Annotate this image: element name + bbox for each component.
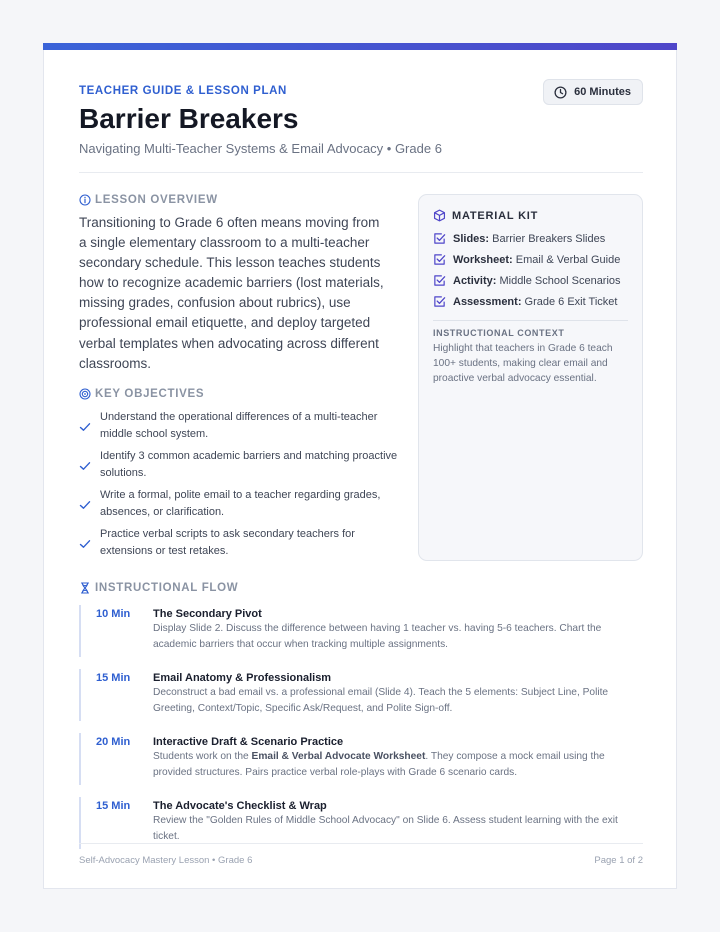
kit-item — [433, 291, 628, 312]
step-desc-text: . They compose a mock email using the provided structures. Pairs practice verbal role-plays with Grade 6 scenario cards. — [153, 751, 605, 778]
kit-item-text — [453, 233, 605, 245]
objective-item — [79, 448, 399, 482]
step-description — [153, 621, 633, 652]
key-objectives-heading — [79, 388, 399, 400]
kit-item-label: Slides: — [453, 232, 490, 245]
kit-item — [433, 270, 628, 291]
kit-item-value: Grade 6 Exit Ticket — [524, 295, 618, 308]
duration-label: 60 Minutes — [574, 86, 631, 98]
step-time: 10 Min — [96, 608, 131, 620]
kit-item-label: Assessment: — [453, 295, 522, 308]
lesson-page — [43, 43, 677, 889]
objective-text: Write a formal, polite email to a teacher regarding grades, absences, or clarification. — [100, 489, 381, 518]
target-icon — [79, 388, 91, 400]
check-icon — [79, 411, 91, 443]
page-number: Page 1 of 2 — [594, 855, 643, 866]
checkbox-checked-icon — [433, 274, 446, 287]
kit-item — [433, 249, 628, 270]
document-eyebrow: TEACHER GUIDE & LESSON PLAN — [79, 85, 287, 97]
objective-item — [79, 409, 399, 443]
objective-text: Practice verbal scripts to ask secondary teachers for extensions or test retakes. — [100, 528, 355, 557]
step-desc-text: Students work on the — [153, 751, 252, 762]
kit-item-text — [453, 296, 617, 308]
footer-lesson-name: Self-Advocacy Mastery Lesson • Grade 6 — [79, 855, 253, 866]
kit-item-value: Barrier Breakers Slides — [492, 232, 606, 245]
objective-item — [79, 526, 399, 560]
page-title: Barrier Breakers — [79, 103, 299, 134]
flow-step — [79, 669, 643, 721]
flow-step — [79, 605, 643, 657]
objective-text: Identify 3 common academic barriers and matching proactive solutions. — [100, 450, 398, 479]
step-title: The Secondary Pivot — [153, 608, 262, 620]
lesson-overview-text: Transitioning to Grade 6 often means moving from a single elementary classroom to a multi-teacher secondary schedule. This lesson teaches students how to recognize academic barriers (lost materials, missing grades, confusion about rubrics), use professional email etiquette, and deploy targeted verbal templates when advocating across different classrooms. — [79, 215, 384, 371]
flow-steps — [79, 605, 643, 849]
kit-item-value: Middle School Scenarios — [499, 274, 621, 287]
step-time: 15 Min — [96, 800, 131, 812]
objective-text: Understand the operational differences of a multi-teacher middle school system. — [100, 411, 378, 440]
box-icon — [433, 209, 446, 222]
flow-step — [79, 733, 643, 785]
step-body — [153, 797, 633, 849]
checkbox-checked-icon — [433, 295, 446, 308]
kit-item-label: Activity: — [453, 274, 497, 287]
page-subtitle: Navigating Multi-Teacher Systems & Email Advocacy • Grade 6 — [79, 141, 442, 156]
lesson-overview-label: LESSON OVERVIEW — [95, 194, 218, 206]
instructional-flow-section — [79, 582, 643, 861]
instructional-flow-label: INSTRUCTIONAL FLOW — [95, 582, 239, 594]
checkbox-checked-icon — [433, 253, 446, 266]
step-time: 15 Min — [96, 672, 131, 684]
objective-item — [79, 487, 399, 521]
material-kit-list — [433, 228, 628, 312]
kit-item — [433, 228, 628, 249]
step-desc-text: Display Slide 2. Discuss the difference between having 1 teacher vs. having 5-6 teachers. Chart the academic barriers that occur when tracking multiple assignments. — [153, 623, 602, 650]
lesson-overview-section — [79, 194, 389, 374]
instructional-context-label: INSTRUCTIONAL CONTEXT — [433, 328, 565, 338]
lesson-overview-heading — [79, 194, 389, 206]
checkbox-checked-icon — [433, 232, 446, 245]
footer-divider — [79, 843, 643, 844]
step-desc-text: Review the "Golden Rules of Middle School Advocacy" on Slide 6. Assess student learning with the exit ticket. — [153, 815, 618, 842]
step-desc-text: Deconstruct a bad email vs. a professional email (Slide 4). Teach the 5 elements: Subject Line, Polite Greeting, Context/Topic, Specific Ask/Request, and Polite Sign-off. — [153, 687, 609, 714]
check-icon — [79, 528, 91, 560]
top-accent-bar — [43, 43, 677, 50]
flow-step — [79, 797, 643, 849]
instructional-context-text: Highlight that teachers in Grade 6 teach 100+ students, making clear email and proactive verbal advocacy essential. — [433, 343, 613, 384]
duration-badge — [543, 79, 643, 105]
step-description — [153, 813, 633, 844]
material-kit-label: MATERIAL KIT — [452, 209, 539, 222]
step-title: Interactive Draft & Scenario Practice — [153, 736, 344, 748]
step-body — [153, 669, 633, 721]
clock-icon — [554, 86, 567, 99]
check-icon — [79, 489, 91, 521]
kit-item-text — [453, 275, 621, 287]
objectives-list — [79, 409, 399, 560]
hourglass-icon — [79, 582, 91, 594]
step-title: The Advocate's Checklist & Wrap — [153, 800, 327, 812]
check-icon — [79, 450, 91, 482]
info-icon — [79, 194, 91, 206]
worksheet-name: Email & Verbal Advocate Worksheet — [251, 751, 426, 762]
kit-item-label: Worksheet: — [453, 253, 513, 266]
material-kit-heading — [433, 209, 628, 222]
step-body — [153, 605, 633, 657]
kit-divider — [433, 320, 628, 321]
step-time: 20 Min — [96, 736, 131, 748]
header-divider — [79, 172, 643, 173]
step-description — [153, 749, 633, 780]
step-description — [153, 685, 633, 716]
step-title: Email Anatomy & Professionalism — [153, 672, 332, 684]
kit-item-value: Email & Verbal Guide — [515, 253, 621, 266]
step-body — [153, 733, 633, 785]
key-objectives-label: KEY OBJECTIVES — [95, 388, 205, 400]
material-kit-card — [418, 194, 643, 561]
instructional-flow-heading — [79, 582, 643, 594]
key-objectives-section — [79, 388, 399, 565]
kit-item-text — [453, 254, 620, 266]
